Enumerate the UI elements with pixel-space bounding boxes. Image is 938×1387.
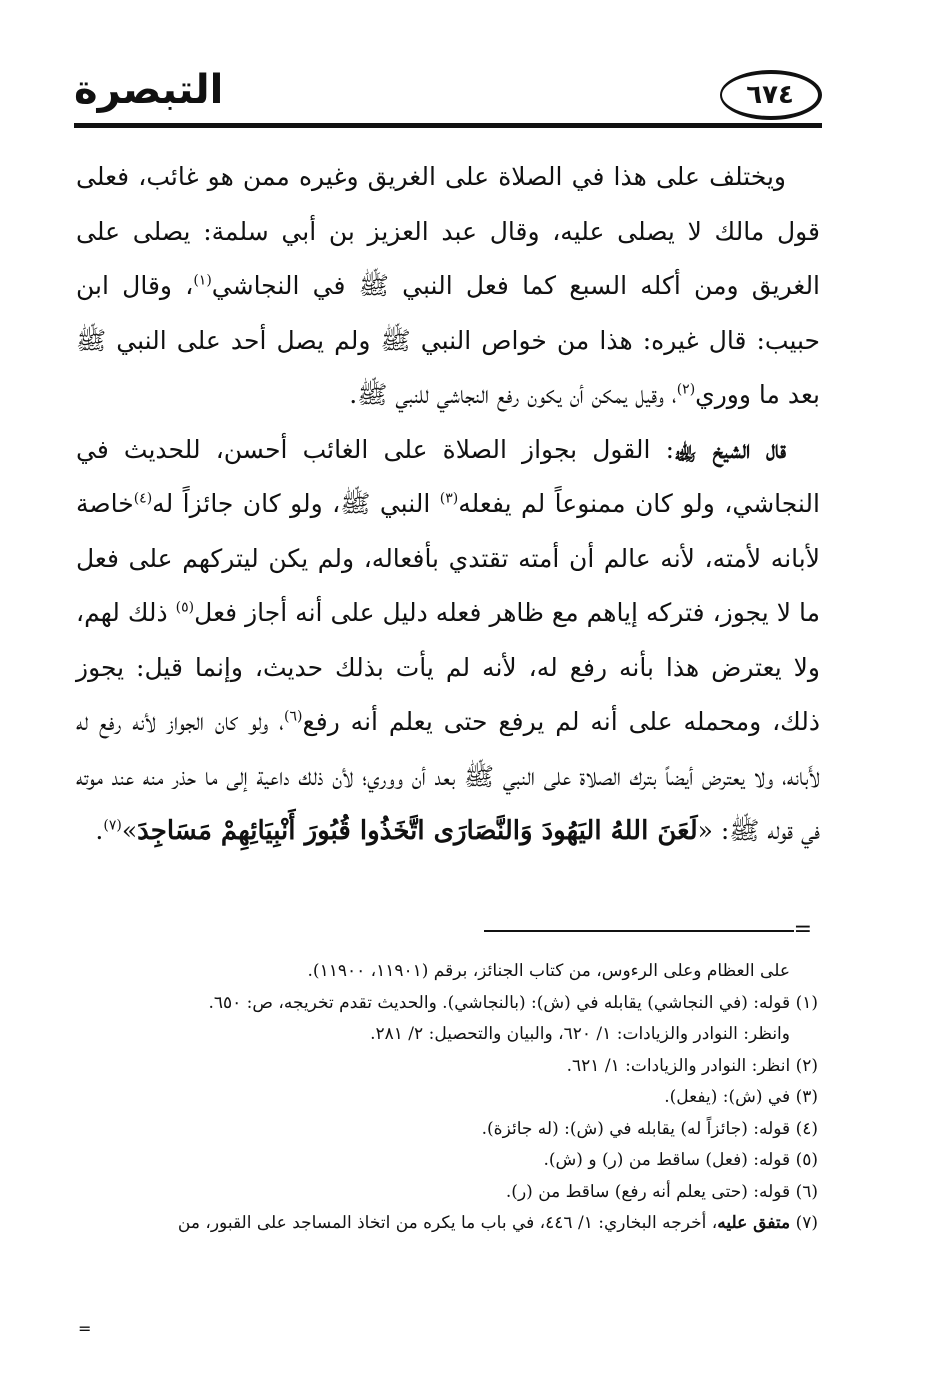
page-header <box>74 58 822 128</box>
paragraph-2-text-b: النبي ﷺ، ولو كان جائزاً له <box>152 489 440 518</box>
continuation-mark-bottom: = <box>78 1319 92 1338</box>
paragraph-1 <box>76 150 820 423</box>
footnote-7 <box>74 1208 818 1240</box>
footnote-1-continued: وانظر: النوادر والزيادات: ١/ ٦٢٠، والبيان والتحصيل: ٢/ ٢٨١. <box>370 1024 790 1044</box>
footnote-5: (٥) قوله: (فعل) ساقط من (ر) و (ش). <box>543 1150 818 1170</box>
footnote-3: (٣) في (ش): (يفعل). <box>664 1087 818 1107</box>
header-rule <box>74 123 822 128</box>
footnote-7-number: (٧) <box>790 1213 818 1233</box>
footnote-2: (٢) انظر: النوادر والزيادات: ١/ ٦٢١. <box>566 1055 818 1076</box>
footnote-1: (١) قوله: (في النجاشي) يقابله في (ش): (بالنجاشي). والحديث تقدم تخريجه، ص: ٦٥٠. <box>208 992 818 1013</box>
footnote-ref-6: (٦) <box>283 708 303 725</box>
footnote-7-bold: متفق عليه <box>717 1213 791 1233</box>
hadith-quote: لَعَنَ اللهُ اليَهُودَ وَالنَّصَارَى اتَّخَذُوا قُبُورَ أَنْبِيَائِهِمْ مَسَاجِدَ <box>137 816 698 846</box>
paragraph-2-text-d: ذلك لهم، ولا يعترض هذا بأنه رفع له، لأنه لم يأت بذلك حديث، وإنما قيل: يجوز ذلك، ومحمله على أنه لم يرفع حتى يعلم أنه رفع <box>76 598 821 736</box>
continuation-mark: = <box>793 917 812 942</box>
footnote-ref-4: (٤) <box>133 490 153 507</box>
quote-close: » <box>121 816 138 845</box>
main-text <box>76 150 820 859</box>
footnote-7-text: ، أخرجه البخاري: ١/ ٤٤٦، في باب ما يكره من اتخاذ المساجد على القبور، من <box>177 1213 718 1233</box>
page-number: ٦٧٤ <box>746 80 794 110</box>
paragraph-2 <box>76 423 820 859</box>
footnote-continued: على العظام وعلى الرءوس، من كتاب الجنائز، برقم (١١٩٠١، ١١٩٠٠). <box>307 961 790 981</box>
footnote-separator <box>484 930 794 932</box>
book-title: التبصرة <box>74 67 224 113</box>
paragraph-2-text-a: : القول بجواز الصلاة على الغائب أحسن، للحديث في النجاشي، ولو كان ممنوعاً لم يفعله <box>76 434 820 518</box>
footnotes <box>74 956 818 1240</box>
paragraph-2-text-c: خاصة لأبانه لأمته، لأنه عالم أن أمته تقتدي بأفعاله، ولم يكن ليتركهم على فعل ما لا يجوز، فتركه إياهم مع ظاهر فعله دليل على أنه أجاز فعل <box>76 489 820 627</box>
paragraph-2-end: . <box>95 816 104 845</box>
footnote-4: (٤) قوله: (جائزاً له) يقابله في (ش): (له جائزة). <box>481 1118 818 1139</box>
paragraph-1-text-c: ، وقيل يمكن أن يكون رفع النجاشي للنبي ﷺ. <box>349 380 677 409</box>
footnote-ref-2: (٢) <box>676 381 696 398</box>
footnote-6: (٦) قوله: (حتى يعلم أنه رفع) ساقط من (ر). <box>505 1181 818 1202</box>
paragraph-2-text-e: ، ولو كان الجواز لأنه رفع له لأَبانه، ولا يعترض أيضاً بترك الصلاة على النبي ﷺ بعد أن ووري؛ لأن ذلك داعية إلى ما حذر منه عند موته في قوله ﷺ: « <box>76 707 820 845</box>
footnote-ref-5: (٥) <box>175 599 195 616</box>
footnote-ref-3: (٣) <box>439 490 459 507</box>
paragraph-1-text-a: ويختلف على هذا في الصلاة على الغريق وغيره ممن هو غائب، فعلى قول مالك لا يصلى عليه، وقال عبد العزيز بن أبي سلمة: يصلى على الغريق ومن أكله السبع كما فعل النبي ﷺ في النجاشي <box>76 162 821 300</box>
footnote-ref-1: (١) <box>193 272 212 289</box>
footnote-ref-7: (٧) <box>103 817 122 834</box>
page-number-badge <box>720 70 822 120</box>
paragraph-1-text-b: ، وقال ابن حبيب: قال غيره: هذا من خواص النبي ﷺ ولم يصل أحد على النبي ﷺ بعد ما ووري <box>76 271 820 409</box>
sheikh-label: قال الشيخ ﵀ <box>674 434 786 464</box>
